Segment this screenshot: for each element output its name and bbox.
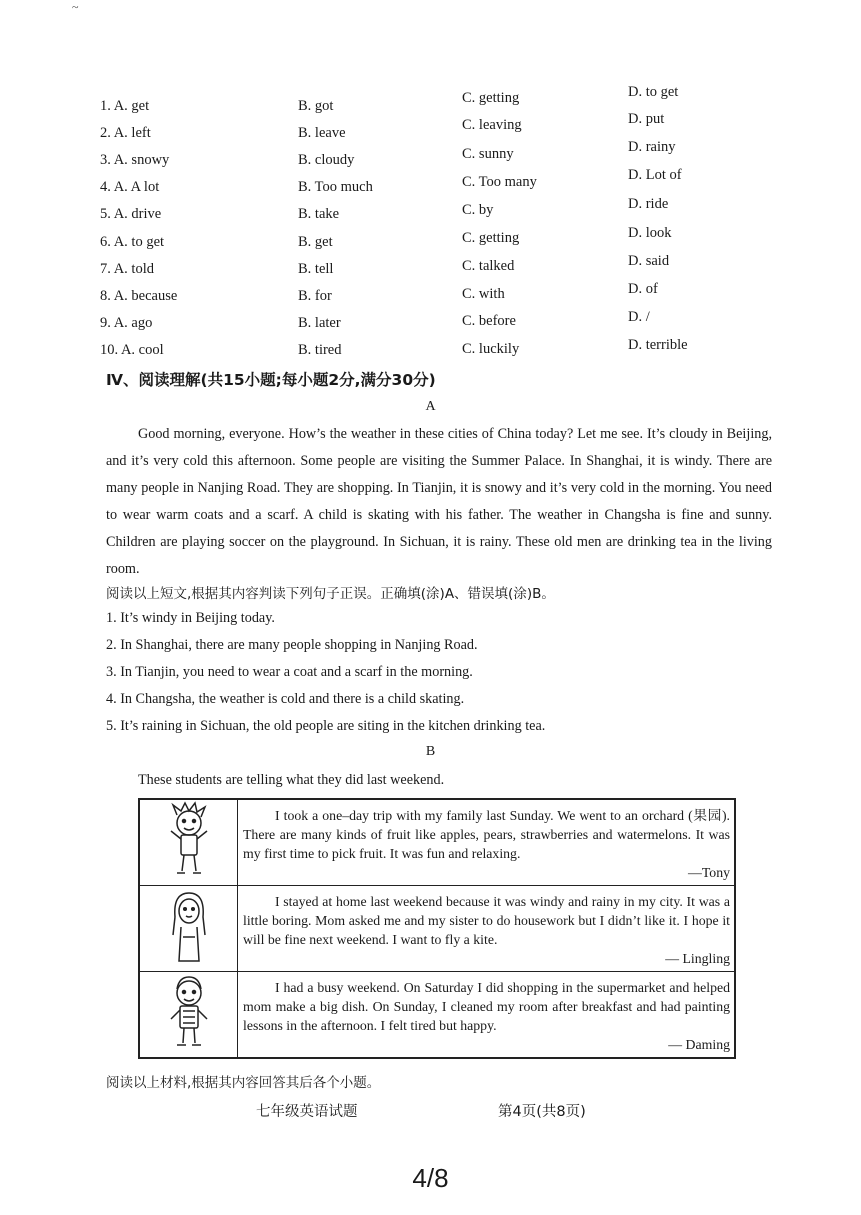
part-a-instruction: 阅读以上短文,根据其内容判读下列句子正误。正确填(涂)A、错误填(涂)B。 xyxy=(106,586,555,602)
table-row xyxy=(139,972,735,1059)
entry-signature: —Tony xyxy=(688,865,730,880)
girl-cartoon-icon xyxy=(165,887,213,965)
option-b: B. leave xyxy=(298,125,346,141)
option-a: 10. A. cool xyxy=(100,342,164,358)
option-c: C. with xyxy=(462,286,505,302)
option-a: 2. A. left xyxy=(100,125,151,141)
option-c: C. by xyxy=(462,202,494,218)
option-c: C. luckily xyxy=(462,341,520,357)
option-d: D. of xyxy=(628,281,658,297)
option-c: C. getting xyxy=(462,90,520,106)
statement-item: 4. In Changsha, the weather is cold and there is a child skating. xyxy=(106,691,465,707)
option-a: 9. A. ago xyxy=(100,315,153,331)
statement-item: 2. In Shanghai, there are many people shopping in Nanjing Road. xyxy=(106,637,478,653)
page-number: 4/8 xyxy=(412,1163,449,1193)
footer-subject: 七年级英语试题 xyxy=(256,1104,358,1120)
option-b: B. later xyxy=(298,315,341,331)
question-intro: 阅读以上材料,根据其内容回答其后各个小题。 xyxy=(106,1075,381,1091)
corner-mark: ~ xyxy=(72,0,79,14)
table-row xyxy=(139,799,735,886)
option-d: D. ride xyxy=(628,196,669,212)
option-d: D. rainy xyxy=(628,139,676,155)
option-c: C. sunny xyxy=(462,146,514,162)
option-b: B. tell xyxy=(298,261,334,277)
option-c: C. talked xyxy=(462,258,515,274)
statement-item: 3. In Tianjin, you need to wear a coat and a scarf in the morning. xyxy=(106,664,473,680)
entry-signature: — Lingling xyxy=(665,951,730,966)
option-c: C. Too many xyxy=(462,174,537,190)
entry-text: I stayed at home last weekend because it was windy and rainy in my city. It was a little boring. Mom asked me and my sister to do housework but I didn’t like it. I hope it will be fine next weekend. I want to fly a kite. xyxy=(243,894,730,947)
option-a: 1. A. get xyxy=(100,98,150,114)
option-b: B. got xyxy=(298,98,334,114)
part-a-passage: Good morning, everyone. How’s the weather in these cities of China today? Let me see. It’s cloudy in Beijing, and it’s very cold this afternoon. Some people are visiting the Summer Palace. In Shanghai, it is windy. There are many people in Nanjing Road. They are shopping. In Tianjin, it is snowy and it’s very cold in the morning. You need to wear warm coats and a scarf. A child is skating with his father. The weather in Changsha is fine and sunny. Children are playing soccer on the playground. In Sichuan, it is rainy. These old men are drinking tea in the living room. xyxy=(106,426,772,577)
option-d: D. to get xyxy=(628,84,679,100)
option-b: B. cloudy xyxy=(298,152,355,168)
avatar-cell xyxy=(139,972,238,1059)
option-d: D. look xyxy=(628,225,672,241)
option-d: D. / xyxy=(628,309,650,325)
part-b-label: B xyxy=(425,744,436,759)
entry-cell xyxy=(238,972,736,1059)
statement-item: 1. It’s windy in Beijing today. xyxy=(106,610,275,626)
part-b-intro: These students are telling what they did last weekend. xyxy=(138,772,445,788)
avatar-cell xyxy=(139,799,238,886)
option-b: B. get xyxy=(298,234,333,250)
footer-page-info: 第4页(共8页) xyxy=(498,1104,586,1120)
option-row xyxy=(100,309,740,339)
option-c: C. before xyxy=(462,313,516,329)
entry-cell xyxy=(238,886,736,972)
statement-item: 5. It’s raining in Sichuan, the old people are siting in the kitchen drinking tea. xyxy=(106,718,546,734)
option-c: C. getting xyxy=(462,230,520,246)
option-row xyxy=(100,337,740,366)
option-a: 7. A. told xyxy=(100,261,154,277)
entry-text: I took a one–day trip with my family last Sunday. We went to an orchard (果园). There are many kinds of fruit like apples, pears, strawberries and watermelons. It was my first time to pick fruit. It was fun and relaxing. xyxy=(243,808,730,861)
weekend-table xyxy=(138,798,736,1059)
entry-signature: — Daming xyxy=(668,1037,730,1052)
option-a: 4. A. A lot xyxy=(100,179,160,195)
option-b: B. tired xyxy=(298,342,342,358)
boy-cartoon-icon xyxy=(165,801,213,879)
table-row xyxy=(139,886,735,972)
entry-text: I had a busy weekend. On Saturday I did shopping in the supermarket and helped mom make a big dish. On Sunday, I cleaned my room after breakfast and had painting lessons in the afternoon. I felt tired but happy. xyxy=(243,980,730,1033)
section-title: Ⅳ、阅读理解(共15小题;每小题2分,满分30分) xyxy=(106,371,436,389)
option-d: D. said xyxy=(628,253,670,269)
option-b: B. take xyxy=(298,206,340,222)
option-d: D. terrible xyxy=(628,337,688,353)
option-c: C. leaving xyxy=(462,117,522,133)
option-a: 3. A. snowy xyxy=(100,152,170,168)
option-d: D. Lot of xyxy=(628,167,682,183)
option-b: B. Too much xyxy=(298,179,373,195)
option-a: 6. A. to get xyxy=(100,234,165,250)
avatar-cell xyxy=(139,886,238,972)
option-d: D. put xyxy=(628,111,665,127)
boy-cartoon-icon xyxy=(165,973,213,1051)
part-a-label: A xyxy=(425,399,436,414)
option-a: 5. A. drive xyxy=(100,206,162,222)
entry-cell xyxy=(238,799,736,886)
option-a: 8. A. because xyxy=(100,288,178,304)
option-b: B. for xyxy=(298,288,332,304)
